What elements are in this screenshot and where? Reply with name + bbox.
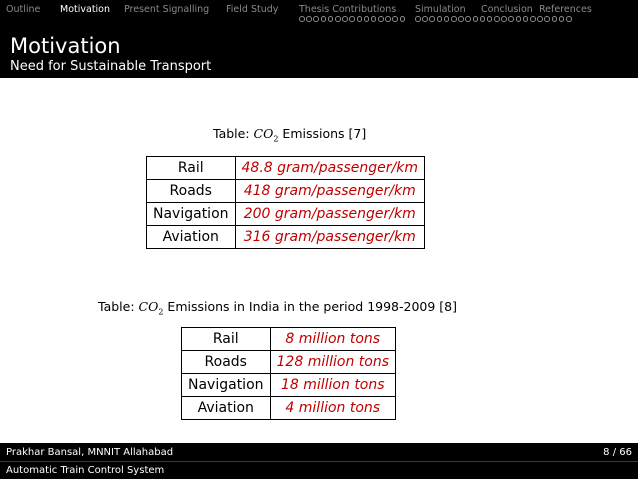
table-row: [147, 180, 425, 203]
nav-item-label: Thesis Contributions: [299, 4, 397, 15]
subsection-dot[interactable]: [321, 16, 327, 22]
subsection-dot[interactable]: [328, 16, 334, 22]
co2-text: CO: [253, 126, 274, 141]
subsection-dot[interactable]: [422, 16, 428, 22]
table1-co2-emissions: [146, 156, 425, 249]
table-row: [182, 328, 396, 351]
subsection-dot[interactable]: [342, 16, 348, 22]
mode-cell: Navigation: [182, 374, 271, 397]
co2-formula: [138, 299, 164, 317]
subsection-dot[interactable]: [429, 16, 435, 22]
nav-item-outline[interactable]: [6, 0, 56, 28]
subsection-dot[interactable]: [299, 16, 305, 22]
value-cell: 8 million tons: [270, 328, 395, 351]
nav-item-conclusion[interactable]: [481, 0, 541, 28]
caption-suffix: Emissions [7]: [282, 126, 367, 141]
subsection-dot[interactable]: [349, 16, 355, 22]
table-row: [147, 226, 425, 249]
subsection-dot[interactable]: [437, 16, 443, 22]
nav-item-label: References: [539, 4, 592, 15]
co2-formula: [253, 126, 279, 144]
nav-item-label: Motivation: [60, 4, 111, 15]
subsection-dot[interactable]: [458, 16, 464, 22]
slide-title: Motivation: [10, 34, 121, 58]
subsection-dot[interactable]: [473, 16, 479, 22]
footer-title-bar: [0, 461, 638, 479]
mode-cell: Rail: [147, 157, 236, 180]
table-row: [147, 157, 425, 180]
subsection-dot[interactable]: [400, 16, 406, 22]
subsection-dot[interactable]: [444, 16, 450, 22]
value-cell: 18 million tons: [270, 374, 395, 397]
subsection-dot[interactable]: [313, 16, 319, 22]
subsection-dot[interactable]: [415, 16, 421, 22]
subsection-dot[interactable]: [357, 16, 363, 22]
nav-item-thesis-contributions[interactable]: [299, 0, 409, 28]
value-cell: 48.8 gram/passenger/km: [235, 157, 424, 180]
mode-cell: Navigation: [147, 203, 236, 226]
value-cell: 128 million tons: [270, 351, 395, 374]
value-cell: 200 gram/passenger/km: [235, 203, 424, 226]
table-row: [182, 397, 396, 420]
nav-item-label: Outline: [6, 4, 41, 15]
subsection-dot[interactable]: [371, 16, 377, 22]
caption-prefix: Table:: [98, 299, 135, 314]
section-navigation-bar: [0, 0, 638, 28]
caption-prefix: Table:: [213, 126, 250, 141]
subsection-dot[interactable]: [364, 16, 370, 22]
subsection-dot[interactable]: [306, 16, 312, 22]
mode-cell: Aviation: [147, 226, 236, 249]
subsection-dots: [299, 16, 405, 22]
value-cell: 418 gram/passenger/km: [235, 180, 424, 203]
nav-item-label: Simulation: [415, 4, 466, 15]
value-cell: 4 million tons: [270, 397, 395, 420]
nav-item-motivation[interactable]: [60, 0, 130, 28]
subsection-dot[interactable]: [335, 16, 341, 22]
mode-cell: Rail: [182, 328, 271, 351]
table-row: [147, 203, 425, 226]
subsection-dot[interactable]: [378, 16, 384, 22]
nav-item-label: Field Study: [226, 4, 279, 15]
nav-item-references[interactable]: [539, 0, 599, 28]
table2-caption: [98, 299, 457, 317]
slide-subtitle: Need for Sustainable Transport: [10, 59, 212, 74]
subsection-dot[interactable]: [385, 16, 391, 22]
mode-cell: Aviation: [182, 397, 271, 420]
value-cell: 316 gram/passenger/km: [235, 226, 424, 249]
caption-suffix: Emissions in India in the period 1998-2009 [8]: [167, 299, 458, 314]
subsection-dot[interactable]: [392, 16, 398, 22]
nav-item-field-study[interactable]: [226, 0, 296, 28]
table1-caption: [213, 126, 366, 144]
table-row: [182, 374, 396, 397]
subsection-dot[interactable]: [451, 16, 457, 22]
co2-text: CO: [138, 299, 159, 314]
mode-cell: Roads: [182, 351, 271, 374]
table2-co2-emissions-india: [181, 327, 396, 420]
subsection-dot[interactable]: [465, 16, 471, 22]
nav-item-label: Present Signalling: [124, 4, 210, 15]
mode-cell: Roads: [147, 180, 236, 203]
slide-title-band: [0, 28, 638, 78]
footer-author-bar: [0, 443, 638, 461]
nav-item-present-signalling[interactable]: [124, 0, 232, 28]
nav-item-label: Conclusion: [481, 4, 533, 15]
footer-talk-title: Automatic Train Control System: [6, 465, 165, 476]
co2-subscript: 2: [158, 307, 164, 317]
nav-item-simulation[interactable]: [415, 0, 485, 28]
co2-subscript: 2: [273, 134, 279, 144]
page-number: 8 / 66: [603, 446, 632, 458]
table-row: [182, 351, 396, 374]
footer-author: Prakhar Bansal, MNNIT Allahabad: [6, 446, 174, 458]
